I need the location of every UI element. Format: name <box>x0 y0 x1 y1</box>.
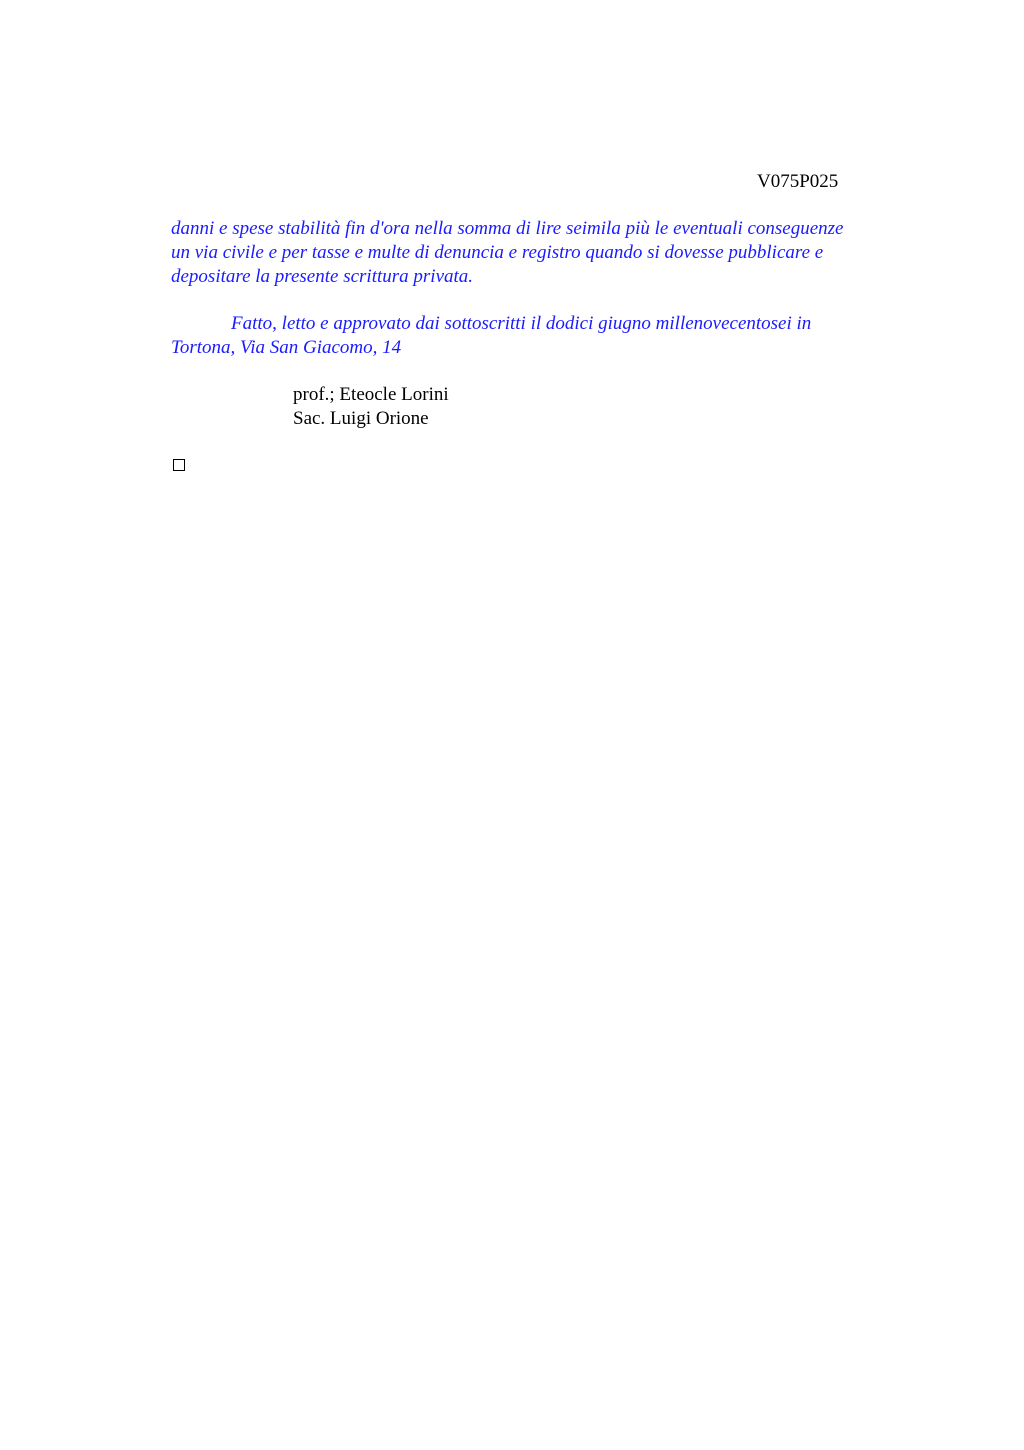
paragraph-signing-statement <box>171 312 931 360</box>
paragraph-line: Fatto, letto e approvato dai sottoscritti il dodici giugno millenovecentosei in <box>231 313 812 334</box>
paragraph-line: Tortona, Via San Giacomo, 14 <box>171 337 402 358</box>
signature-lorini: prof.; Eteocle Lorini <box>293 384 449 405</box>
page-reference-code: V075P025 <box>757 171 839 192</box>
empty-box-symbol <box>173 459 185 471</box>
paragraph-damages-clause <box>171 217 931 289</box>
paragraph-line: un via civile e per tasse e multe di denuncia e registro quando si dovesse pubblicare e <box>171 242 824 263</box>
paragraph-line: danni e spese stabilità fin d'ora nella somma di lire seimila più le eventuali conseguenze <box>171 218 844 239</box>
signature-orione: Sac. Luigi Orione <box>293 408 429 429</box>
signature-block <box>293 383 449 431</box>
paragraph-line: depositare la presente scrittura privata. <box>171 266 474 287</box>
